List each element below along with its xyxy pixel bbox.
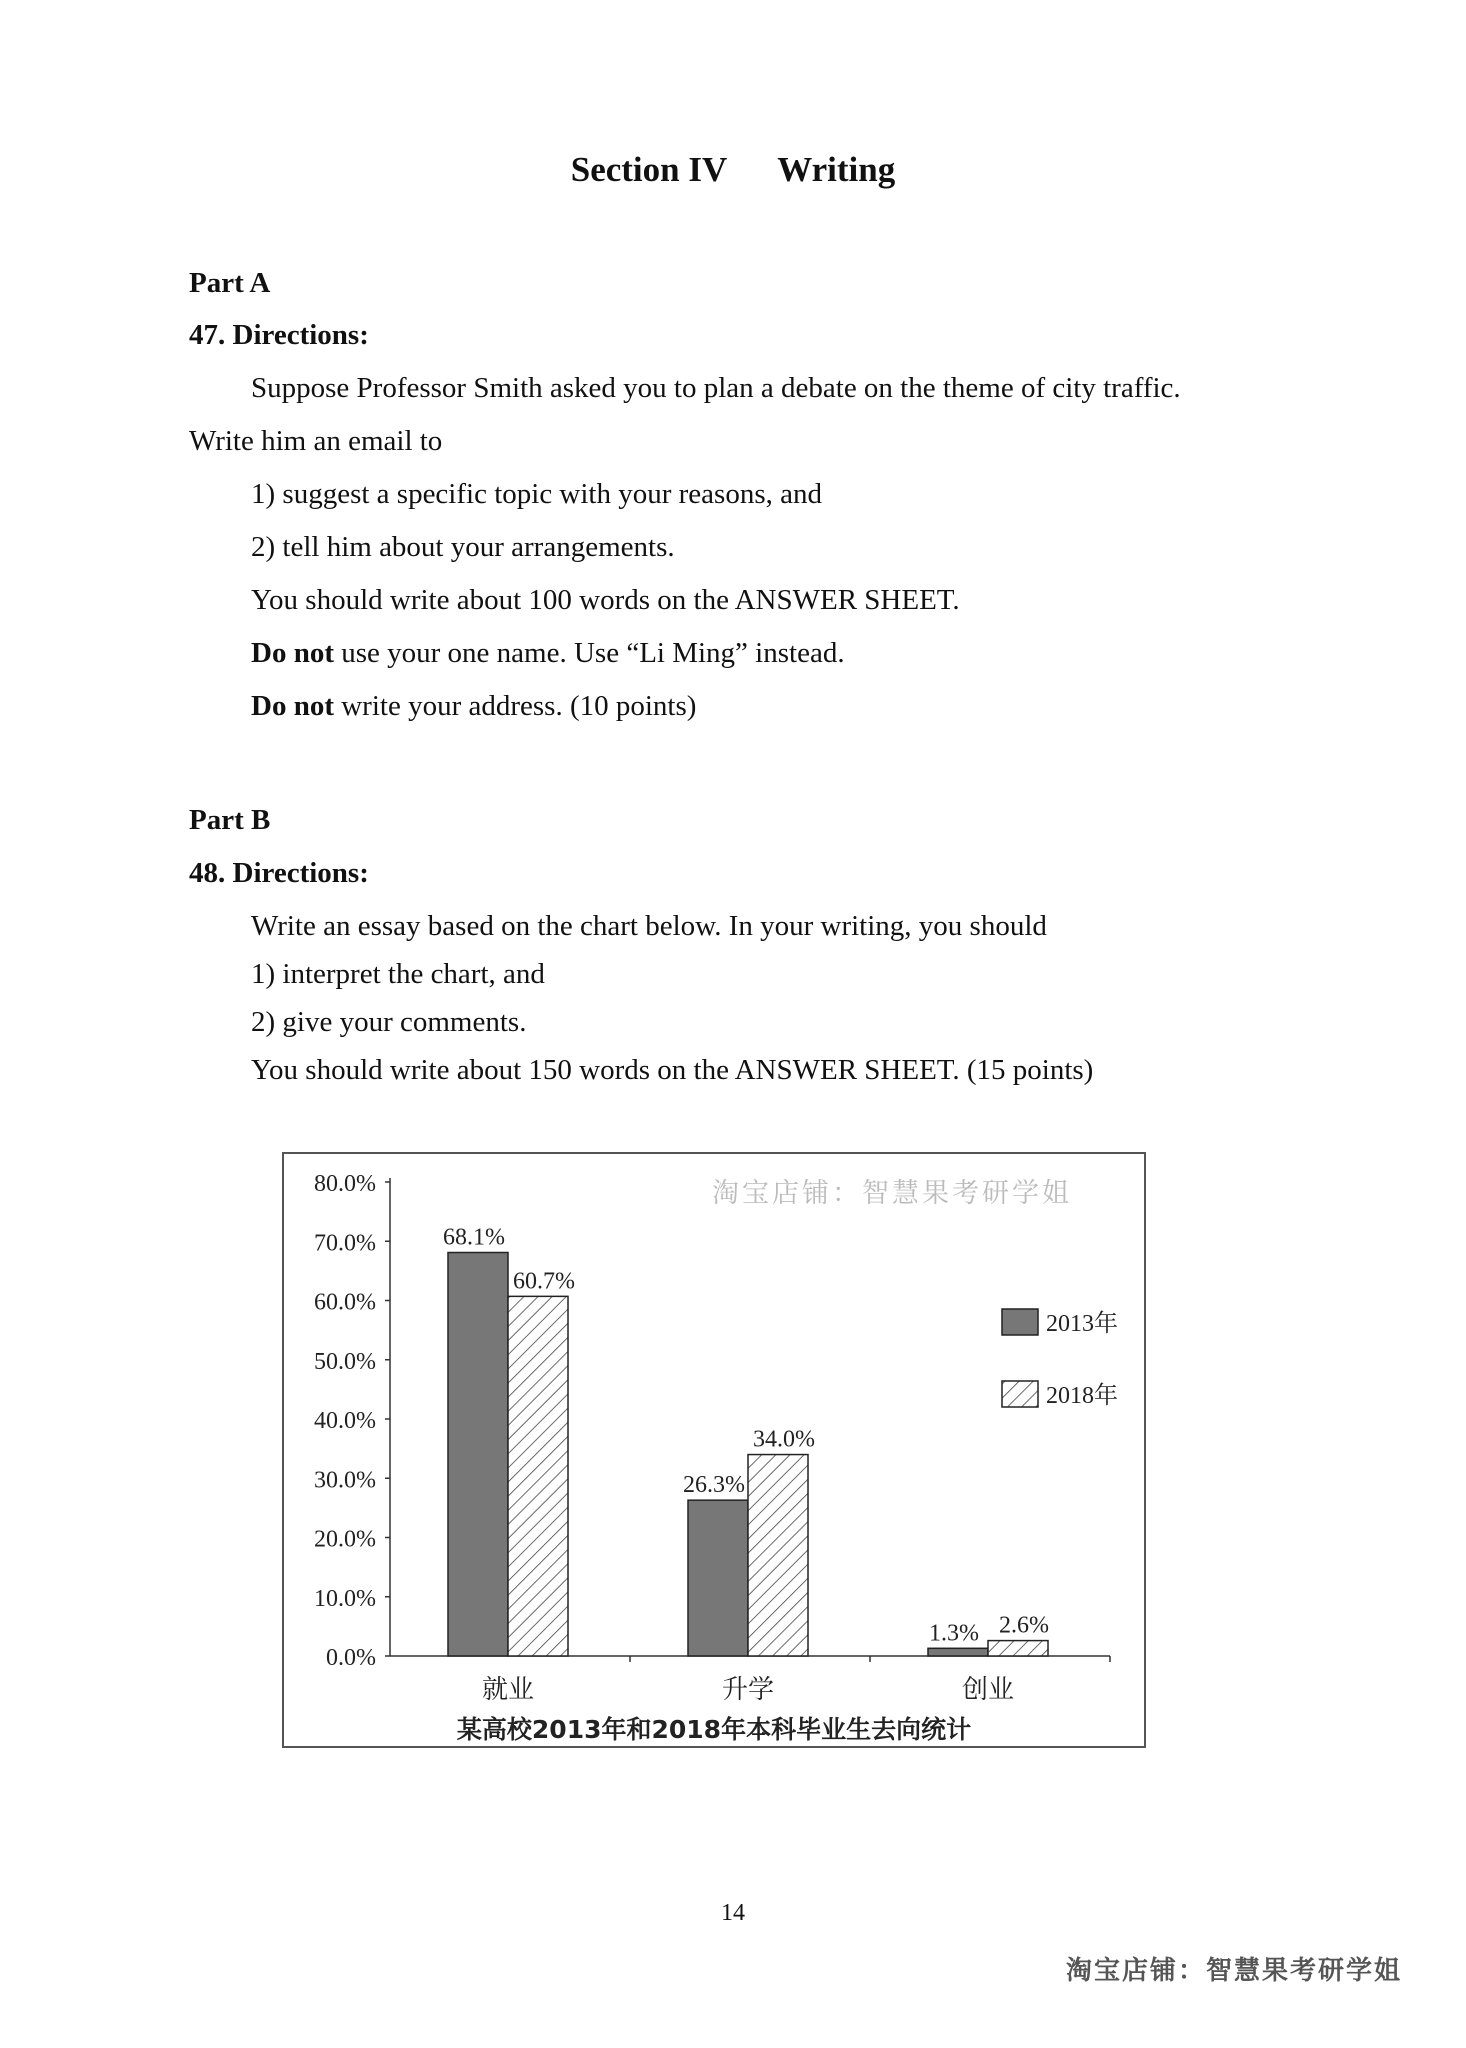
chart-watermark: 淘宝店铺：智慧果考研学姐 [712,1178,1072,1209]
part-a-instruction: You should write about 100 words on the ANSWER SHEET. [251,584,960,616]
page-number: 14 [721,1900,745,1926]
y-tick-label: 20.0% [314,1526,376,1553]
data-label: 60.7% [513,1268,575,1295]
chart-frame [282,1152,1146,1748]
part-b-directions-label: 48. Directions: [189,857,369,889]
footer-watermark: 淘宝店铺：智慧果考研学姐 [1065,1956,1402,1986]
part-a-rule-name [251,637,845,670]
y-tick-label: 40.0% [314,1408,376,1434]
chart-title: 某高校2013年和2018年本科毕业生去向统计 [456,1715,972,1744]
legend-swatch [1002,1309,1038,1335]
y-tick-label: 10.0% [314,1585,376,1612]
y-tick-label: 60.0% [314,1289,376,1316]
section-name: Writing [777,150,896,189]
part-b-instruction: You should write about 150 words on the ANSWER SHEET. (15 points) [251,1054,1094,1086]
data-label: 26.3% [683,1472,745,1499]
bar-series1 [688,1500,748,1656]
data-label: 68.1% [443,1224,505,1251]
section-title [0,150,1466,190]
y-tick-label: 30.0% [314,1467,376,1494]
part-a-heading: Part A [189,267,271,299]
part-a-line2: Write him an email to [189,425,443,457]
rule-name-text: use your one name. Use “Li Ming” instead. [333,637,845,669]
data-label: 34.0% [753,1426,815,1453]
part-b-heading: Part B [189,804,271,836]
x-category-label: 升学 [721,1675,775,1705]
do-not-bold: Do not [251,637,334,669]
bar-chart [284,1154,1144,1746]
legend-swatch [1002,1381,1038,1407]
y-tick-label: 80.0% [314,1171,376,1197]
y-tick-label: 70.0% [314,1230,376,1257]
part-a-rule-address [251,690,696,723]
part-b-line1: Write an essay based on the chart below. In your writing, you should [251,910,1047,942]
data-label: 1.3% [929,1620,979,1647]
legend-label: 2018年 [1046,1383,1118,1409]
part-a-directions-label: 47. Directions: [189,319,369,351]
part-a-line1: Suppose Professor Smith asked you to plan a debate on the theme of city traffic. [251,372,1181,404]
section-number: Section IV [570,150,728,189]
part-a-item1: 1) suggest a specific topic with your reasons, and [251,478,822,510]
bar-series2 [748,1455,808,1656]
part-a-item2: 2) tell him about your arrangements. [251,531,675,563]
x-category-label: 创业 [961,1675,1015,1705]
legend-label: 2013年 [1046,1311,1118,1337]
part-b-item2: 2) give your comments. [251,1006,527,1038]
x-category-label: 就业 [481,1675,535,1705]
do-not-bold: Do not [251,690,334,722]
part-b-item1: 1) interpret the chart, and [251,958,545,990]
y-tick-label: 50.0% [314,1348,376,1375]
bar-series2 [988,1641,1048,1656]
y-tick-label: 0.0% [326,1645,376,1671]
bar-series1 [928,1648,988,1656]
rule-address-text: write your address. (10 points) [333,690,697,722]
data-label: 2.6% [999,1612,1049,1639]
bar-series1 [448,1253,508,1656]
bar-series2 [508,1296,568,1656]
